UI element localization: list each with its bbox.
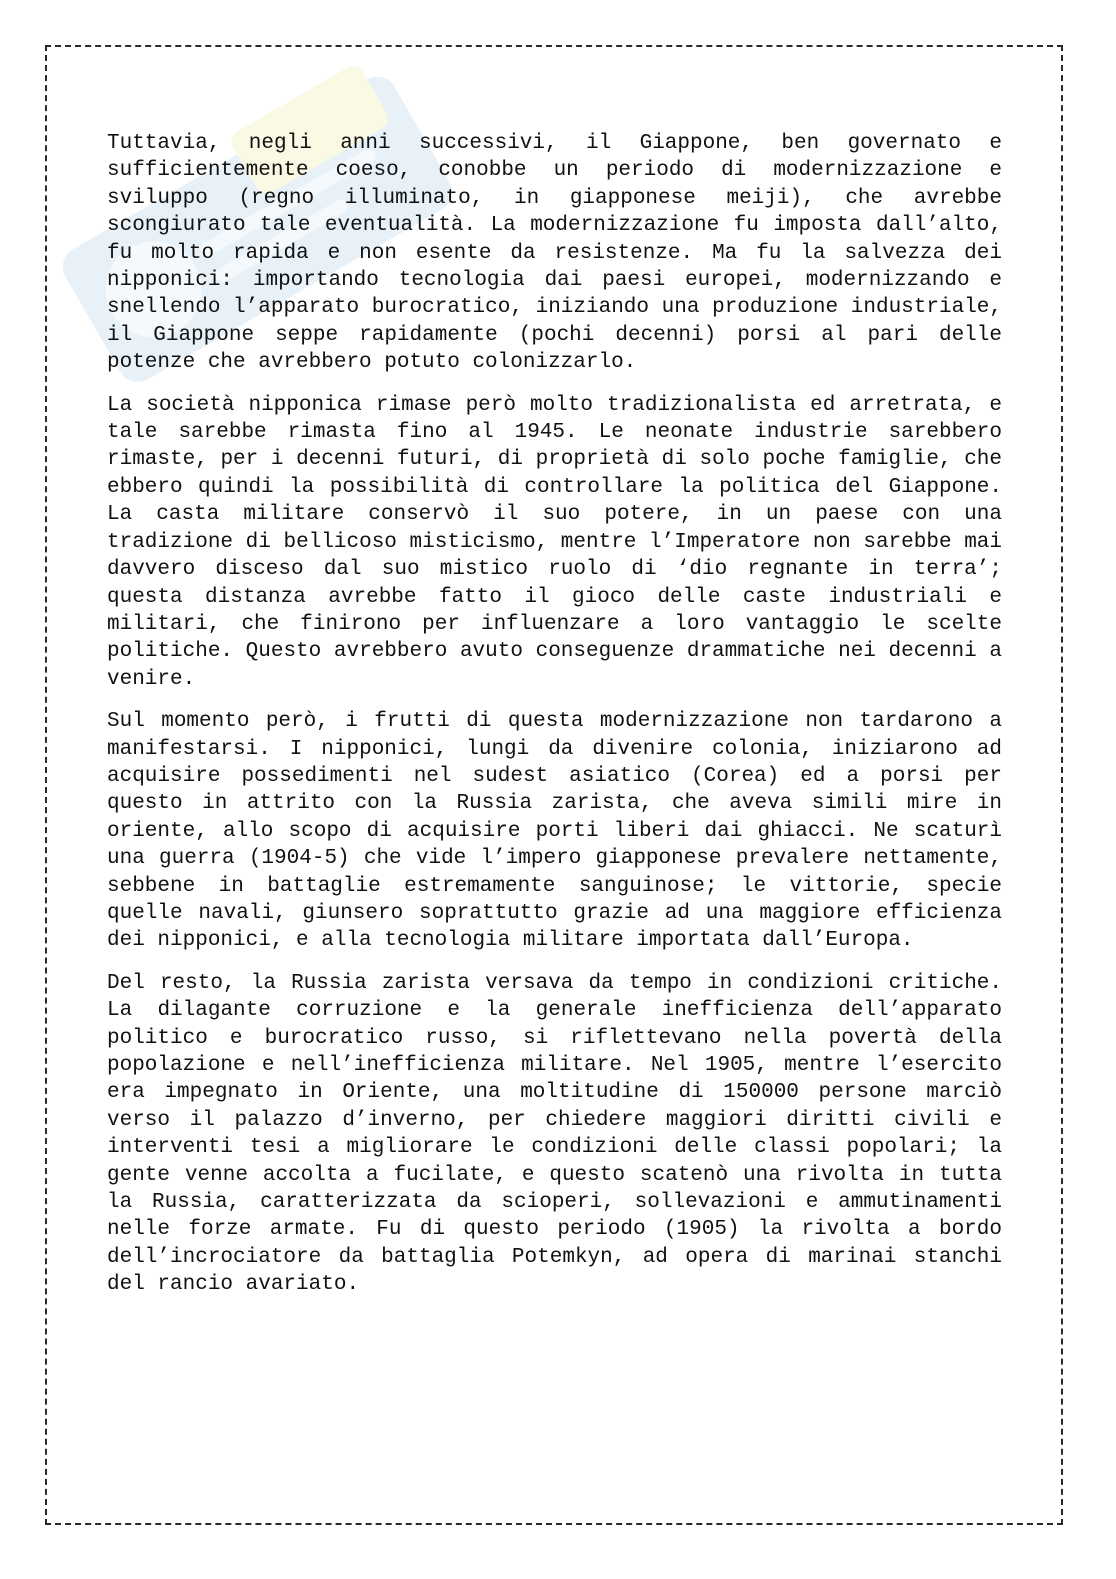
paragraph: La società nipponica rimase però molto tradizionalista ed arretrata, e tale sarebbe rimasta fino al 1945. Le neonate industrie sarebbero rimaste, per i decenni futuri, di proprietà di solo poche famiglie, che ebbero quindi la possibilità di controllare la politica del Giappone. La casta militare conservò il suo potere, in un paese con una tradizione di bellicoso misticismo, mentre l’Imperatore non sarebbe mai davvero disceso dal suo mistico ruolo di ‘dio regnante in terra’; questa distanza avrebbe fatto il gioco delle caste industriali e militari, che finirono per influenzare a loro vantaggio le scelte politiche. Questo avrebbero avuto conseguenze drammatiche nei decenni a venire. <box>107 393 1002 691</box>
paragraph: Tuttavia, negli anni successivi, il Giappone, ben governato e sufficientemente coeso, conobbe un periodo di modernizzazione e sviluppo (regno illuminato, in giapponese meiji), che avrebbe scongiurato tale eventualità. La modernizzazione fu imposta dall’alto, fu molto rapida e non esente da resistenze. Ma fu la salvezza dei nipponici: importando tecnologia dai paesi europei, modernizzando e snellendo l’apparato burocratico, iniziando una produzione industriale, il Giappone seppe rapidamente (pochi decenni) porsi al pari delle potenze che avrebbero potuto colonizzarlo. <box>107 132 1002 375</box>
document-body <box>107 130 1002 1314</box>
paragraph: Sul momento però, i frutti di questa modernizzazione non tardarono a manifestarsi. I nipponici, lungi da divenire colonia, iniziarono ad acquisire possedimenti nel sudest asiatico (Corea) ed a porsi per questo in attrito con la Russia zarista, che aveva simili mire in oriente, allo scopo di acquisire porti liberi dai ghiacci. Ne scaturì una guerra (1904-5) che vide l’impero giapponese prevalere nettamente, sebbene in battaglie estremamente sanguinose; le vittorie, specie quelle navali, giunsero soprattutto grazie ad una maggiore efficienza dei nipponici, e alla tecnologia militare importata dall’Europa. <box>107 710 1002 953</box>
paragraph: Del resto, la Russia zarista versava da tempo in condizioni critiche. La dilagante corruzione e la generale inefficienza dell’apparato politico e burocratico russo, si riflettevano nella povertà della popolazione e nell’inefficienza militare. Nel 1905, mentre l’esercito era impegnato in Oriente, una moltitudine di 150000 persone marciò verso il palazzo d’inverno, per chiedere maggiori diritti civili e interventi tesi a migliorare le condizioni delle classi popolari; la gente venne accolta a fucilate, e questo scatenò una rivolta in tutta la Russia, caratterizzata da scioperi, sollevazioni e ammutinamenti nelle forze armate. Fu di questo periodo (1905) la rivolta a bordo dell’incrociatore da battaglia Potemkyn, ad opera di marinai stanchi del rancio avariato. <box>107 971 1002 1297</box>
